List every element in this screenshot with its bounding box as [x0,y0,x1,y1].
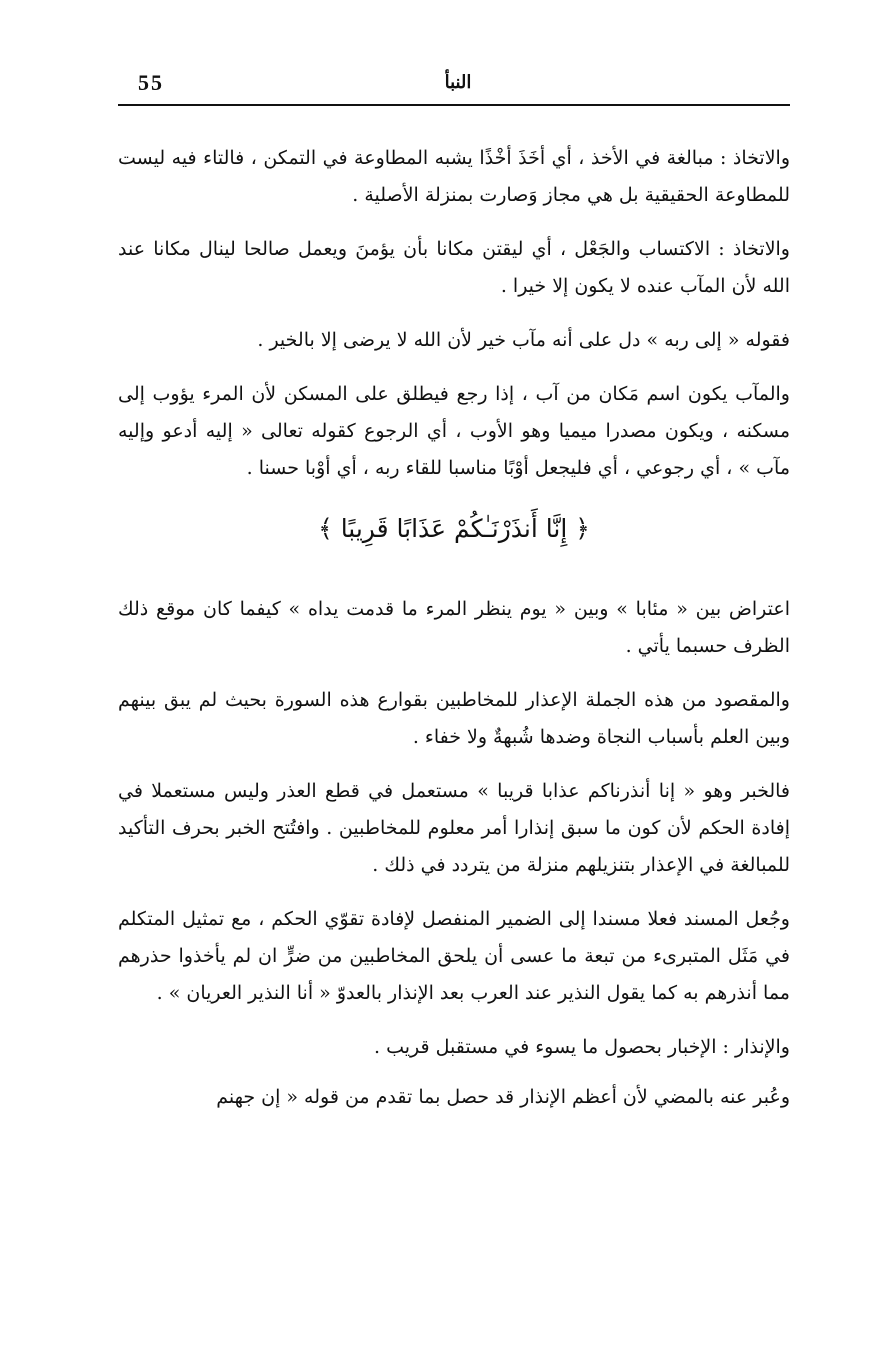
paragraph: وعُبر عنه بالمضي لأن أعظم الإنذار قد حصل بما تقدم من قوله « إن جهنم [216,1086,790,1108]
quran-verse: ﴿ إِنَّا أَنذَرْنَـٰكُمْ عَذَابًا قَرِيبًا ﴾ [318,514,590,543]
paragraph: وجُعل المسند فعلا مسندا إلى الضمير المنفصل لإفادة تقوّي الحكم ، مع تمثيل المتكلم في مَثَل المتبرىء من تبعة ما عسى أن يلحق المخاطبين من ضرٍّ ان لم يأخذوا حذرهم مما أنذرهم به كما يقول النذير عند العرب بعد الإنذار بالعدوّ « أنا النذير العريان » . [118,908,790,1004]
paragraph: والاتخاذ : مبالغة في الأخذ ، أي أخَذَ أخْذًا يشبه المطاوعة في التمكن ، فالتاء فيه ليست للمطاوعة الحقيقية بل هي مجاز وَصارت بمنزلة الأصلية . [118,147,790,206]
page-number: 55 [138,70,164,95]
paragraph: فقوله « إلى ربه » دل على أنه مآب خير لأن الله لا يرضى إلا بالخير . [257,329,790,351]
paragraph: والاتخاذ : الاكتساب والجَعْل ، أي ليقتن مكانا بأن يؤمنَ ويعمل صالحا لينال مكانا عند الله لأن المآب عنده لا يكون إلا خيرا . [118,238,790,297]
running-title: النبأ [444,72,472,93]
paragraph: اعتراض بين « مئابا » وبين « يوم ينظر المرء ما قدمت يداه » كيفما كان موقع ذلك الظرف حسبما يأتي . [118,598,790,657]
paragraph: والإنذار : الإخبار بحصول ما يسوء في مستقبل قريب . [374,1036,790,1058]
paragraph: فالخبر وهو « إنا أنذرناكم عذابا قريبا » مستعمل في قطع العذر وليس مستعملا في إفادة الحكم لأن كون ما سبق إنذارا أمر معلوم للمخاطبين . وافتُتح الخبر بحرف التأكيد للمبالغة في الإعذار بتنزيلهم منزلة من يتردد في ذلك . [118,780,790,876]
paragraph: والمآب يكون اسم مَكان من آب ، إذا رجع فيطلق على المسكن لأن المرء يؤوب إلى مسكنه ، ويكون مصدرا ميميا وهو الأوب ، أي الرجوع كقوله تعالى « إليه أدعو وإليه مآب » ، أي رجوعي ، أي فليجعل أوْبًا مناسبا للقاء ربه ، أي أوْبا حسنا . [118,383,790,479]
paragraph: والمقصود من هذه الجملة الإعذار للمخاطبين بقوارع هذه السورة بحيث لم يبق بينهم وبين العلم بأسباب النجاة وضدها شُبهةٌ ولا خفاء . [118,689,790,748]
body-text [118,140,790,1133]
header-rule [118,104,790,106]
page-header [118,68,790,108]
